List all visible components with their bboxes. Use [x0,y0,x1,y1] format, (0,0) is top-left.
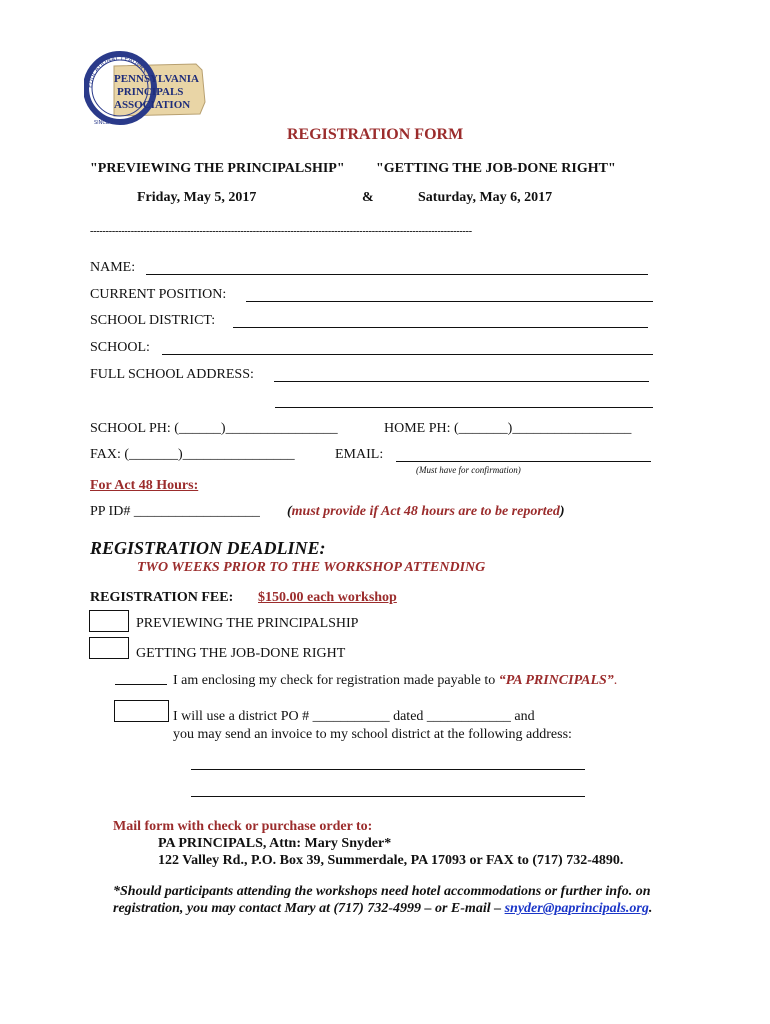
workshop-2-date: Saturday, May 6, 2017 [418,190,553,205]
school-district-field[interactable] [233,327,648,328]
workshop-2-option-label: GETTING THE JOB-DONE RIGHT [136,646,346,661]
registration-deadline-subtitle: TWO WEEKS PRIOR TO THE WORKSHOP ATTENDING [137,560,486,575]
registration-fee-label: REGISTRATION FEE: [90,590,234,605]
workshop-2-checkbox[interactable] [89,637,129,659]
name-field[interactable] [146,274,648,275]
school-phone-field[interactable]: SCHOOL PH: (______)________________ [90,421,338,436]
home-phone-field[interactable]: HOME PH: (_______)_________________ [384,421,632,436]
po-payment-line-1[interactable]: I will use a district PO # ___________ dated ____________ and [173,709,535,724]
school-field[interactable] [162,354,653,355]
payee-period: . [613,673,618,688]
workshop-1-title: "PREVIEWING THE PRINCIPALSHIP" [90,161,345,176]
logo-since-text: SINCE 1936 [94,120,124,126]
logo-line2: PRINCIPALS [117,86,184,98]
logo-ring-text: EDUCATIONAL LEADERS [86,54,148,89]
check-payment-text [173,673,617,689]
email-label: EMAIL: [335,447,384,462]
footnote-line-2 [113,901,652,917]
po-payment-checkbox[interactable] [114,700,169,722]
footnote-line-1: *Should participants attending the workshops need hotel accommodations or further info. on [113,884,651,899]
form-title: REGISTRATION FORM [287,126,464,143]
act48-label: For Act 48 Hours: [90,478,199,493]
workshop-1-date: Friday, May 5, 2017 [137,190,257,205]
mail-address-line-2: 122 Valley Rd., P.O. Box 39, Summerdale, PA 17093 or FAX to (717) 732-4890. [158,853,624,868]
act48-note-close: ) [559,504,565,519]
workshop-1-checkbox[interactable] [89,610,129,632]
email-note: (Must have for confirmation) [416,465,521,475]
ampersand: & [362,190,374,205]
invoice-address-field-2[interactable] [191,796,585,797]
workshop-1-option-label: PREVIEWING THE PRINCIPALSHIP [136,616,359,631]
current-position-field[interactable] [246,301,653,302]
footnote-period: . [648,901,653,916]
current-position-label: CURRENT POSITION: [90,287,227,302]
name-label: NAME: [90,260,136,275]
check-payment-checkbox[interactable] [115,664,167,685]
po-payment-line-2: you may send an invoice to my school district at the following address: [173,727,572,742]
full-school-address-field-2[interactable] [275,407,653,408]
footnote-line-2-text: registration, you may contact Mary at (717) 732-4999 – or E-mail – [113,901,502,916]
fax-field[interactable]: FAX: (_______)________________ [90,447,295,462]
contact-email-link[interactable]: snyder@paprincipals.org [504,901,649,916]
email-field[interactable] [396,461,651,462]
pp-id-field[interactable]: PP ID# __________________ [90,504,260,519]
act48-note-text: must provide if Act 48 hours are to be reported [291,504,560,519]
registration-fee-amount: $150.00 each workshop [258,590,397,605]
workshop-2-title: "GETTING THE JOB-DONE RIGHT" [376,161,616,176]
invoice-address-field-1[interactable] [191,769,585,770]
pennsylvania-principals-association-logo [84,44,209,132]
act48-note [287,504,565,520]
mail-address-line-1: PA PRINCIPALS, Attn: Mary Snyder* [158,836,392,851]
act48-note-open: ( [287,504,292,519]
full-school-address-label: FULL SCHOOL ADDRESS: [90,367,254,382]
logo-line1: PENNSYLVANIA [114,73,199,85]
full-school-address-field[interactable] [274,381,649,382]
school-district-label: SCHOOL DISTRICT: [90,313,216,328]
mail-heading: Mail form with check or purchase order to: [113,819,373,834]
payee-name: “PA PRINCIPALS” [498,673,614,688]
registration-deadline-title: REGISTRATION DEADLINE: [90,538,326,558]
check-payment-label: I am enclosing my check for registration made payable to [173,673,496,688]
school-label: SCHOOL: [90,340,150,355]
dashed-separator: -------------------------------------------------------------------------------------------------------------------------- [90,226,472,237]
logo-line3: ASSOCIATION [114,99,191,111]
